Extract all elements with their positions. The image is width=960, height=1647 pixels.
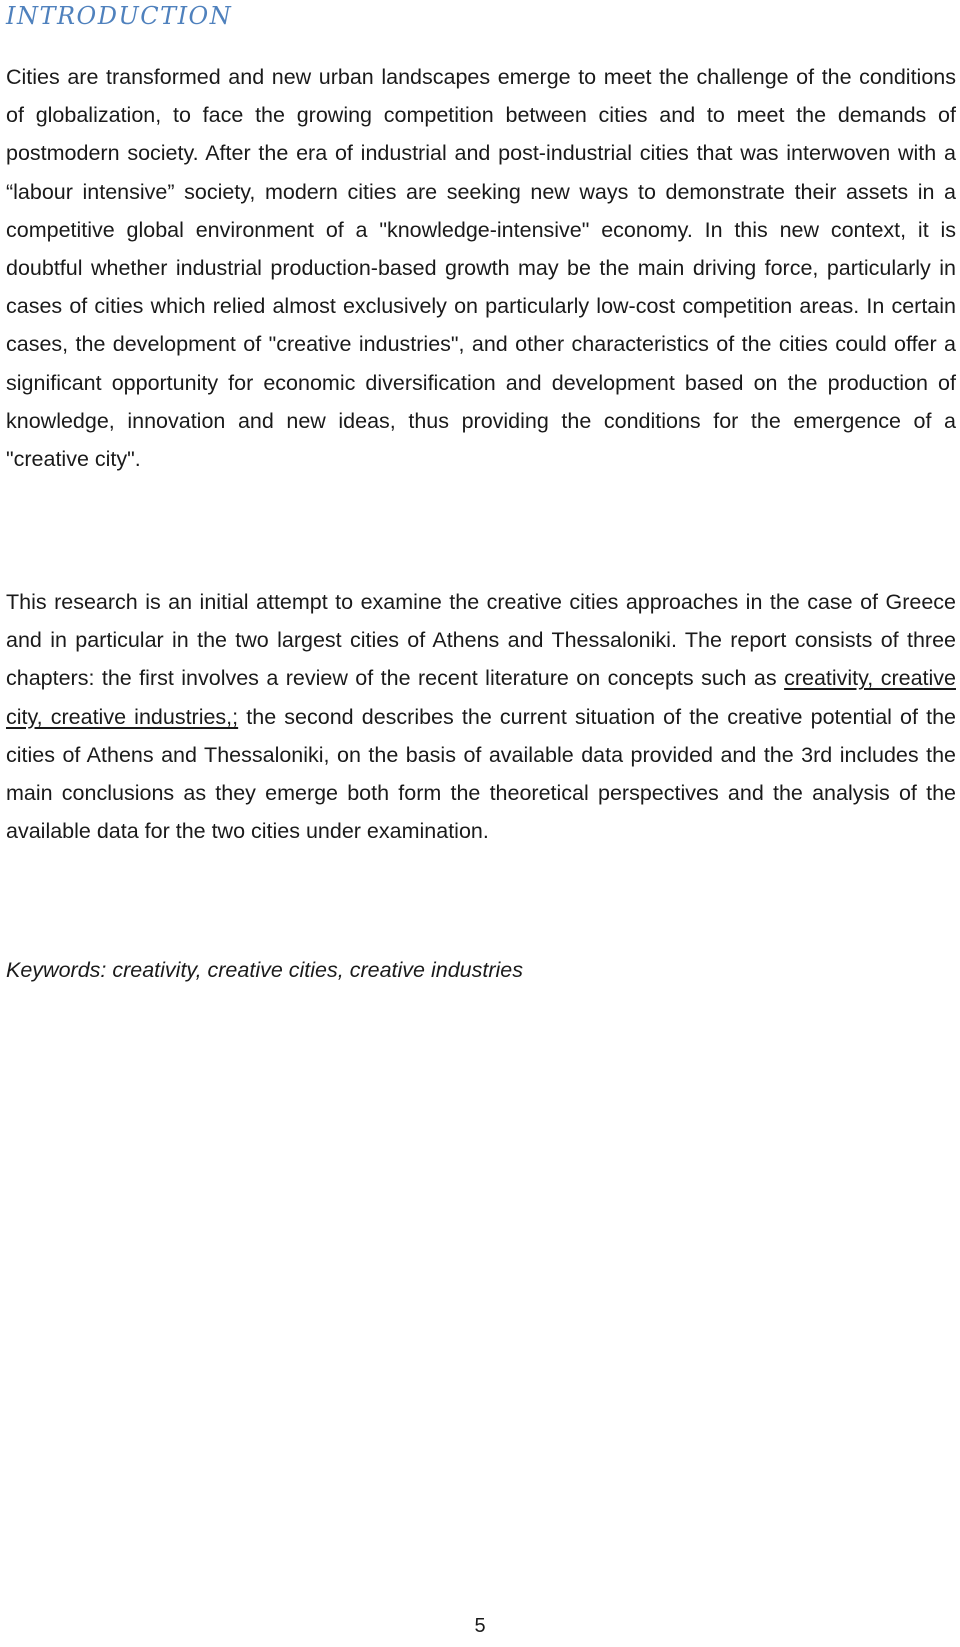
paragraph-2 (6, 583, 956, 850)
keywords-line: Keywords: creativity, creative cities, creative industries (6, 958, 523, 982)
paragraph-2-text-after: the second describes the current situation of the creative potential of the cities of Athens and Thessaloniki, on the basis of available data provided and the 3rd includes the main conclusions as they emerge both form the theoretical perspectives and the analysis of the available data for the two cities under examination. (6, 704, 957, 844)
paragraph-2-underlined-terms: creativity, creative city, creative industries,; (6, 666, 956, 729)
section-heading: INTRODUCTION (6, 2, 233, 30)
page-number: 5 (474, 1615, 486, 1637)
paragraph-1: Cities are transformed and new urban landscapes emerge to meet the challenge of the conditions of globalization, to face the growing competition between cities and to meet the demands of postmodern society. After the era of industrial and post-industrial cities that was interwoven with a “labour intensive” society, modern cities are seeking new ways to demonstrate their assets in a competitive global environment of a "knowledge-intensive" economy. In this new context, it is doubtful whether industrial production-based growth may be the main driving force, particularly in cases of cities which relied almost exclusively on particularly low-cost competition areas. In certain cases, the development of "creative industries", and other characteristics of the cities could offer a significant opportunity for economic diversification and development based on the production of knowledge, innovation and new ideas, thus providing the conditions for the emergence of a "creative city". (6, 65, 956, 472)
paragraph-2-text-before: This research is an initial attempt to examine the creative cities approaches in the case of Greece and in particular in the two largest cities of Athens and Thessaloniki. The report consists of three chapters: the first involves a review of the recent literature on concepts such as (6, 590, 956, 691)
